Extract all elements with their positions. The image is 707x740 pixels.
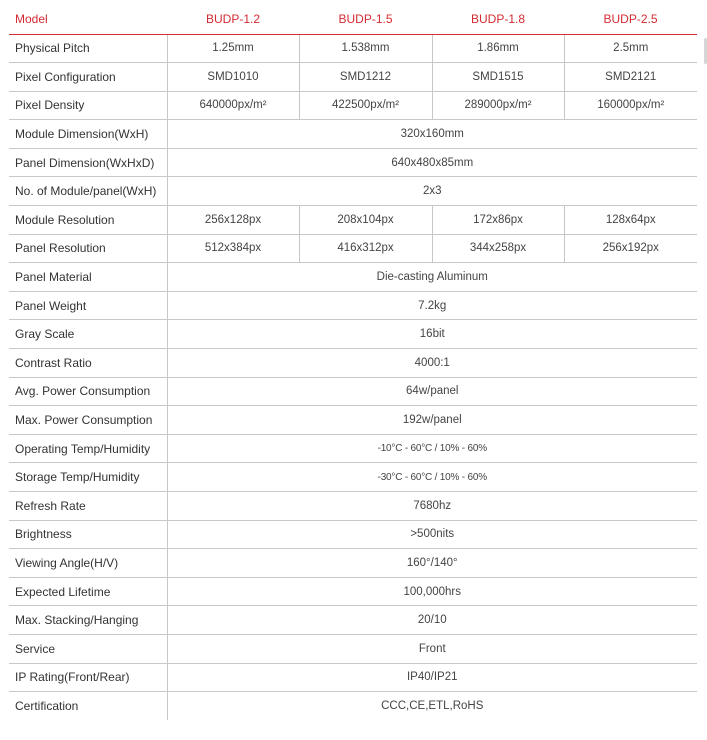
model-header-budp-1-8: BUDP-1.8: [432, 5, 564, 34]
row-value-cell: 256x128px: [167, 206, 299, 235]
row-value-cell: SMD1212: [299, 63, 432, 92]
row-value-cell: 416x312px: [299, 234, 432, 263]
row-value-merged: 100,000hrs: [167, 577, 697, 606]
table-row: [9, 663, 697, 692]
row-value-cell: 2.5mm: [564, 34, 697, 63]
table-row: [9, 148, 697, 177]
row-value-cell: 1.86mm: [432, 34, 564, 63]
model-header-label: Model: [9, 5, 167, 34]
row-value-merged: 64w/panel: [167, 377, 697, 406]
row-label: Panel Dimension(WxHxD): [9, 148, 167, 177]
row-label: Panel Material: [9, 263, 167, 292]
row-value-cell: 344x258px: [432, 234, 564, 263]
row-value-merged: 320x160mm: [167, 120, 697, 149]
row-label: Physical Pitch: [9, 34, 167, 63]
row-value-merged: -10°C - 60°C / 10% - 60%: [167, 434, 697, 463]
table-row: [9, 492, 697, 521]
row-label: Max. Power Consumption: [9, 406, 167, 435]
table-row: [9, 434, 697, 463]
table-row: [9, 349, 697, 378]
row-value-merged: 2x3: [167, 177, 697, 206]
row-value-cell: 128x64px: [564, 206, 697, 235]
row-label: Pixel Configuration: [9, 63, 167, 92]
table-row: [9, 63, 697, 92]
row-label: Viewing Angle(H/V): [9, 549, 167, 578]
table-row: [9, 91, 697, 120]
table-row: [9, 463, 697, 492]
row-value-merged: 16bit: [167, 320, 697, 349]
row-value-merged: 7.2kg: [167, 291, 697, 320]
row-value-cell: SMD2121: [564, 63, 697, 92]
row-label: Max. Stacking/Hanging: [9, 606, 167, 635]
table-header-row: [9, 5, 697, 34]
spec-table: [9, 5, 697, 720]
row-value-cell: 289000px/m²: [432, 91, 564, 120]
row-value-cell: SMD1515: [432, 63, 564, 92]
model-header-budp-2-5: BUDP-2.5: [564, 5, 697, 34]
row-value-merged: 160°/140°: [167, 549, 697, 578]
row-label: Operating Temp/Humidity: [9, 434, 167, 463]
model-header-budp-1-2: BUDP-1.2: [167, 5, 299, 34]
table-row: [9, 34, 697, 63]
table-row: [9, 234, 697, 263]
table-row: [9, 520, 697, 549]
spec-table-body: [9, 34, 697, 720]
row-value-cell: 172x86px: [432, 206, 564, 235]
model-header-budp-1-5: BUDP-1.5: [299, 5, 432, 34]
row-value-cell: 1.25mm: [167, 34, 299, 63]
row-label: Panel Weight: [9, 291, 167, 320]
row-value-cell: 208x104px: [299, 206, 432, 235]
row-value-merged: IP40/IP21: [167, 663, 697, 692]
row-value-merged: Die-casting Aluminum: [167, 263, 697, 292]
row-value-cell: 640000px/m²: [167, 91, 299, 120]
row-value-merged: 7680hz: [167, 492, 697, 521]
row-label: IP Rating(Front/Rear): [9, 663, 167, 692]
table-row: [9, 692, 697, 721]
row-value-cell: SMD1010: [167, 63, 299, 92]
table-row: [9, 206, 697, 235]
row-value-merged: Front: [167, 634, 697, 663]
row-value-merged: 640x480x85mm: [167, 148, 697, 177]
table-row: [9, 549, 697, 578]
row-value-cell: 1.538mm: [299, 34, 432, 63]
row-label: Module Resolution: [9, 206, 167, 235]
row-label: No. of Module/panel(WxH): [9, 177, 167, 206]
table-row: [9, 320, 697, 349]
row-label: Pixel Density: [9, 91, 167, 120]
table-row: [9, 377, 697, 406]
row-value-cell: 160000px/m²: [564, 91, 697, 120]
table-row: [9, 577, 697, 606]
row-value-merged: CCC,CE,ETL,RoHS: [167, 692, 697, 721]
row-label: Avg. Power Consumption: [9, 377, 167, 406]
row-label: Refresh Rate: [9, 492, 167, 521]
row-value-merged: 20/10: [167, 606, 697, 635]
row-label: Module Dimension(WxH): [9, 120, 167, 149]
row-value-cell: 256x192px: [564, 234, 697, 263]
row-value-merged: 192w/panel: [167, 406, 697, 435]
table-row: [9, 263, 697, 292]
row-label: Service: [9, 634, 167, 663]
row-value-merged: -30°C - 60°C / 10% - 60%: [167, 463, 697, 492]
row-label: Panel Resolution: [9, 234, 167, 263]
row-value-merged: >500nits: [167, 520, 697, 549]
row-label: Gray Scale: [9, 320, 167, 349]
row-value-cell: 512x384px: [167, 234, 299, 263]
table-row: [9, 606, 697, 635]
table-row: [9, 634, 697, 663]
table-row: [9, 406, 697, 435]
row-value-merged: 4000:1: [167, 349, 697, 378]
row-label: Certification: [15, 699, 79, 714]
row-label: Brightness: [9, 520, 167, 549]
row-label: Contrast Ratio: [9, 349, 167, 378]
row-label: Storage Temp/Humidity: [9, 463, 167, 492]
table-row: [9, 177, 697, 206]
table-row: [9, 120, 697, 149]
row-value-cell: 422500px/m²: [299, 91, 432, 120]
row-label: Expected Lifetime: [9, 577, 167, 606]
table-row: [9, 291, 697, 320]
